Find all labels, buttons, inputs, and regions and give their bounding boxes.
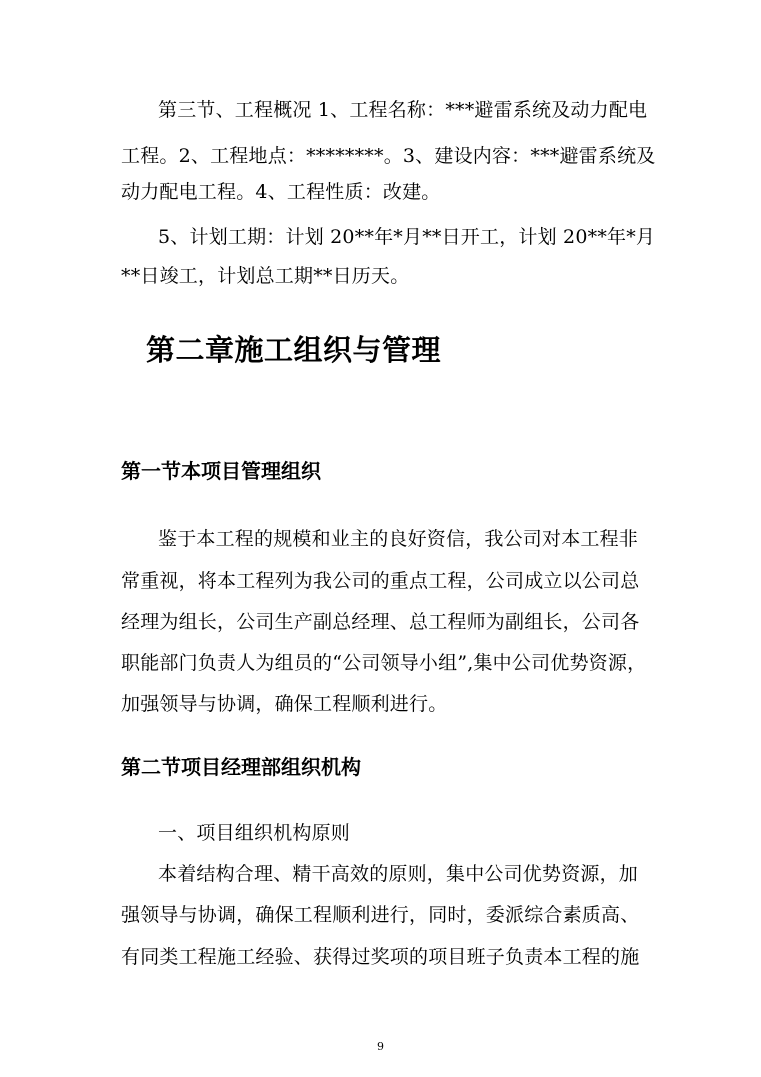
- section1-line-2: 常重视，将本工程列为我公司的重点工程，公司成立以公司总: [121, 570, 640, 592]
- section2-title: 第二节项目经理部组织机构: [121, 755, 361, 779]
- section2-line-2: 强领导与协调，确保工程顺利进行，同时，委派综合素质高、: [121, 904, 640, 926]
- section3-line-1: 第三节、工程概况 1、工程名称：***避雷系统及动力配电: [158, 99, 648, 121]
- section3-line-5: **日竣工，计划总工期**日历天。: [121, 265, 410, 287]
- section2-subheading: 一、项目组织机构原则: [158, 822, 351, 844]
- section1-title: 第一节本项目管理组织: [121, 459, 321, 483]
- section3-line-4: 5、计划工期：计划 20**年*月**日开工，计划 20**年*月: [158, 226, 656, 248]
- section3-line-3: 动力配电工程。4、工程性质：改建。: [121, 181, 441, 203]
- section1-line-4: 职能部门负责人为组员的“公司领导小组”,集中公司优势资源，: [121, 652, 647, 674]
- section2-line-1: 本着结构合理、精干高效的原则，集中公司优势资源，加: [158, 863, 639, 885]
- page-number: 9: [377, 1040, 384, 1053]
- section3-line-2: 工程。2、工程地点：********。3、建设内容：***避雷系统及: [121, 145, 656, 167]
- section1-line-5: 加强领导与协调，确保工程顺利进行。: [121, 693, 448, 715]
- section2-line-3: 有同类工程施工经验、获得过奖项的项目班子负责本工程的施: [121, 946, 640, 968]
- section1-line-1: 鉴于本工程的规模和业主的良好资信，我公司对本工程非: [158, 528, 639, 550]
- section1-line-3: 经理为组长，公司生产副总经理、总工程师为副组长，公司各: [121, 611, 640, 633]
- chapter-title: 第二章施工组织与管理: [146, 333, 442, 367]
